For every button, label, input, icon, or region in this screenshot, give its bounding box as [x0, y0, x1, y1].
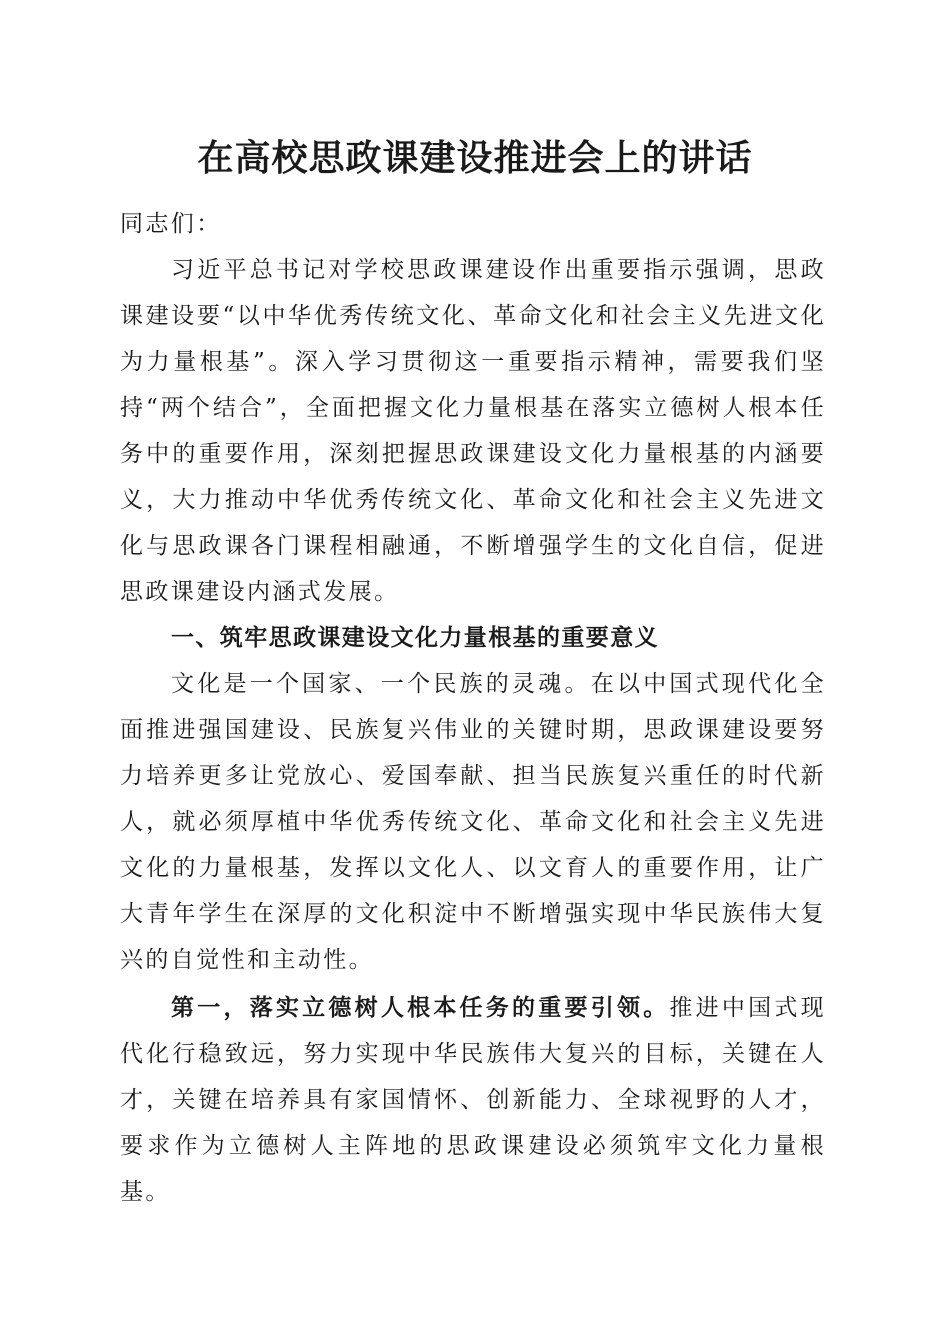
document-title: 在高校思政课建设推进会上的讲话	[197, 137, 753, 179]
point-1-lead: 第一，落实立德树人根本任务的重要引领。	[171, 994, 670, 1021]
section-1-paragraph: 文化是一个国家、一个民族的灵魂。在以中国式现代化全面推进强国建设、民族复兴伟业的关键时期，思政课建设要努力培养更多让党放心、爱国奉献、担当民族复兴重任的时代新人，就必须厚植中华优秀传统文化、革命文化和社会主义先进文化的力量根基，发挥以文化人、以文育人的重要作用，让广大青年学生在深厚的文化积淀中不断增强实现中华民族伟大复兴的自觉性和主动性。	[120, 671, 826, 973]
point-1-text: 推进中国式现代化行稳致远，努力实现中华民族伟大复兴的目标，关键在人才，关键在培养具有家国情怀、创新能力、全球视野的人才，要求作为立德树人主阵地的思政课建设必须筑牢文化力量根基。	[120, 995, 826, 1205]
document-body	[120, 201, 826, 1215]
intro-paragraph: 习近平总书记对学校思政课建设作出重要指示强调，思政课建设要“以中华优秀传统文化、革命文化和社会主义先进文化为力量根基”。深入学习贯彻这一重要指示精神，需要我们坚持“两个结合”，全面把握文化力量根基在落实立德树人根本任务中的重要作用，深刻把握思政课建设文化力量根基的内涵要义，大力推动中华优秀传统文化、革命文化和社会主义先进文化与思政课各门课程相融通，不断增强学生的文化自信，促进思政课建设内涵式发展。	[120, 257, 826, 605]
salutation: 同志们：	[120, 211, 222, 237]
section-heading-1: 一、筑牢思政课建设文化力量根基的重要意义	[171, 625, 659, 651]
point-1-paragraph	[120, 985, 826, 1215]
